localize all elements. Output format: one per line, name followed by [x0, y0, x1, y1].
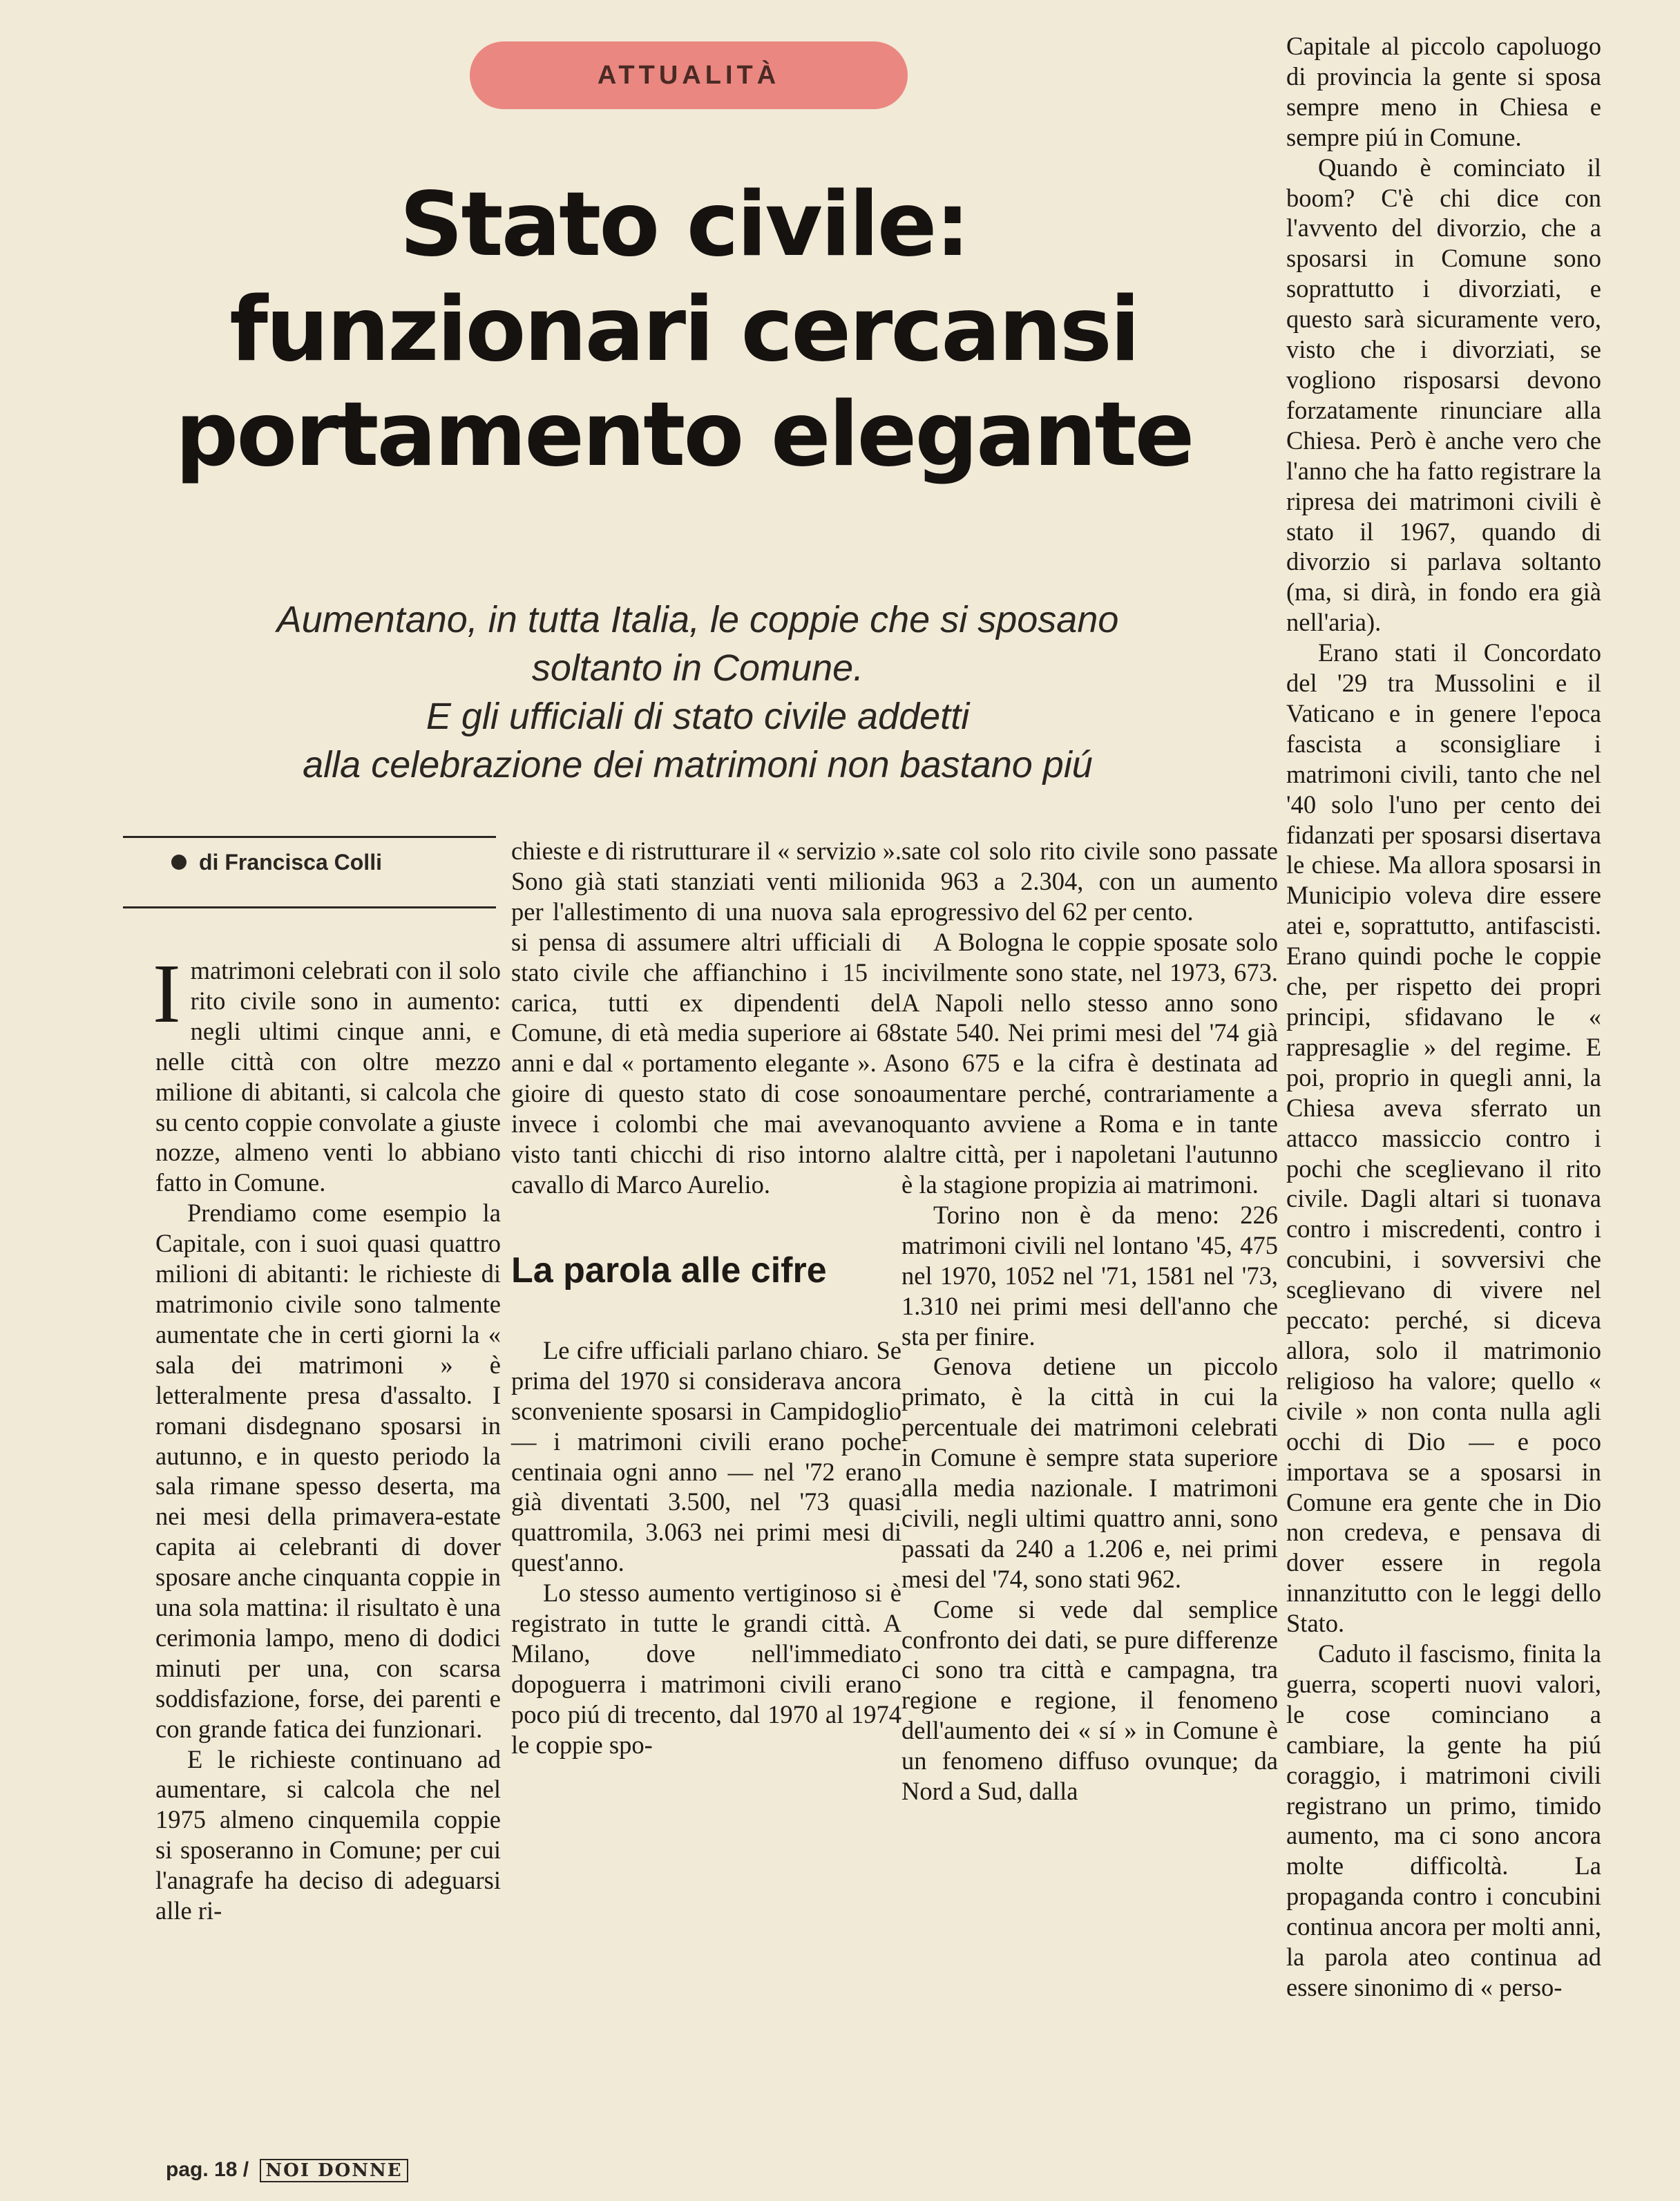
bullet-icon [171, 855, 187, 870]
page-number: pag. 18 [166, 2158, 238, 2181]
page-footer [166, 2158, 408, 2182]
magazine-logo: NOI DONNE [260, 2159, 408, 2182]
column-4 [1286, 31, 1601, 2003]
subtitle-line-1: Aumentano, in tutta Italia, le coppie che si sposano [276, 599, 1119, 640]
headline-line-1: Stato civile: [399, 173, 968, 276]
paragraph: E le richieste continuano ad aumentare, si calcola che nel 1975 almeno cinquemila coppie si sposeranno in Comune; per cui l'anagrafe ha deciso di adeguarsi alle ri- [155, 1744, 501, 1925]
column-3 [901, 836, 1278, 1807]
section-tag: ATTUALITÀ [470, 41, 908, 109]
subtitle [138, 595, 1257, 789]
paragraph: A Bologna le coppie sposate solo civilmente sono state, nel 1973, 673. A Napoli nello stesso anno sono state 540. Nei primi mesi del '74 già sono 675 e la cifra è destinata ad aumentare perché, contrariamente a quanto avviene a Roma e in tante altre città, per i napoletani l'autunno è la stagione propizia ai matrimoni. [901, 927, 1278, 1199]
paragraph: chieste e di ristrutturare il « servizio ». Sono già stati stanziati venti milioni per l'allestimento di una nuova sala e si pensa di assumere altri ufficiali di stato civile che affianchino i 15 in carica, tutti ex dipendenti del Comune, di età media superiore ai 68 anni e dal « portamento elegante ». A gioire di questo stato di cose sono invece i colombi che mai avevano visto tanti chicchi di riso intorno al cavallo di Marco Aurelio. [511, 837, 901, 1199]
paragraph: Quando è cominciato il boom? C'è chi dice con l'avvento del divorzio, che a sposarsi in Comune sono soprattutto i divorziati, e questo sarà sicuramente vero, visto che i divorziati, se vogliono risposarsi devono forzatamente rinunciare alla Chiesa. Però è anche vero che l'anno che ha fatto registrare la ripresa dei matrimoni civili è stato il 1967, quando di divorzio si parlava soltanto (ma, si dirà, in fondo era già nell'aria). [1286, 153, 1601, 637]
byline-rule-top [123, 836, 496, 838]
paragraph: Lo stesso aumento vertiginoso si è registrato in tutte le grandi città. A Milano, dove nell'immediato dopoguerra i matrimoni civili erano poco piú di trecento, dal 1970 al 1974 le coppie spo- [511, 1579, 901, 1759]
paragraph: Erano stati il Concordato del '29 tra Mussolini e il Vaticano e in genere l'epoca fascista a sconsigliare i matrimoni civili, tanto che nel '40 solo l'uno per cento dei fidanzati per sposarsi disertava le chiese. Ma allora sposarsi in Municipio voleva dire essere atei e, soprattutto, antifascisti. Erano quindi poche le coppie che, per rispetto dei propri principi, sfidavano le « rappresaglie » del regime. E poi, proprio in quegli anni, la Chiesa aveva sferrato un attacco massiccio contro i pochi che sceglievano il rito civile. Dagli altari si tuonava contro i miscredenti, contro i concubini, i sovversivi che sceglievano di vivere nel peccato: perché, si diceva allora, solo il matrimonio religioso ha valore; quello « civile » non conta nulla agli occhi di Dio — e poco importava se a sposarsi in Comune era gente che in Dio non credeva, e pensava di dover essere in regola innanzitutto con le leggi dello Stato. [1286, 638, 1601, 1638]
drop-cap: I [153, 947, 181, 1040]
paragraph: Torino non è da meno: 226 matrimoni civili nel lontano '45, 475 nel 1970, 1052 nel '71, 1581 nel '73, 1.310 nei primi mesi dell'anno che sta per finire. [901, 1200, 1278, 1351]
byline [171, 850, 382, 875]
column-1 [153, 947, 501, 1926]
author-name: di Francisca Colli [199, 850, 382, 875]
paragraph: Caduto il fascismo, finita la guerra, scoperti nuovi valori, le cose cominciano a cambiare, la gente ha piú coraggio, i matrimoni civili registrano un primo, timido aumento, ma ci sono ancora molte difficoltà. La propaganda contro i concubini continua ancora per molti anni, la parola ateo continua ad essere sinonimo di « perso- [1286, 1639, 1601, 2001]
paragraph-text: matrimoni celebrati con il solo rito civile sono in aumento: negli ultimi cinque anni, e nelle città con oltre mezzo milione di abitanti, si calcola che su cento coppie convolate a giuste nozze, almeno venti lo abbiano fatto in Comune. [155, 956, 501, 1197]
paragraph: Le cifre ufficiali parlano chiaro. Se prima del 1970 si considerava ancora sconveniente sposarsi in Campidoglio — i matrimoni civili erano poche centinaia ogni anno — nel '72 erano già diventati 3.500, nel '73 quasi quattromila, 3.063 nei primi mesi di quest'anno. [511, 1335, 901, 1577]
paragraph [153, 947, 501, 1198]
headline [124, 173, 1243, 488]
subtitle-line-2: soltanto in Comune. [531, 647, 864, 689]
headline-line-3: portamento elegante [175, 383, 1193, 486]
column-2 [511, 836, 901, 1760]
headline-line-2: funzionari cercansi [229, 278, 1138, 381]
subtitle-line-3: E gli ufficiali di stato civile addetti [426, 696, 970, 737]
footer-separator: / [242, 2158, 249, 2181]
byline-rule-bottom [123, 906, 496, 908]
subheading: La parola alle cifre [511, 1250, 827, 1290]
paragraph: Come si vede dal semplice confronto dei dati, se pure differenze ci sono tra città e campagna, tra regione e regione, il fenomeno dell'aumento dei « sí » in Comune è un fenomeno diffuso ovunque; da Nord a Sud, dalla [901, 1594, 1278, 1806]
paragraph: Prendiamo come esempio la Capitale, con i suoi quasi quattro milioni di abitanti: le richieste di matrimonio civile sono talmente aumentate che in certi giorni la « sala dei matrimoni » è letteralmente presa d'assalto. I romani disdegnano sposarsi in autunno, e in questo periodo la sala rimane spesso deserta, ma nei mesi della primavera-estate capita ai celebranti di dover sposare anche cinquanta coppie in una sola mattina: il risultato è una cerimonia lampo, meno di dodici minuti per una, con scarsa soddisfazione, forse, dei parenti e con grande fatica dei funzionari. [155, 1199, 501, 1743]
paragraph: Capitale al piccolo capoluogo di provincia la gente si sposa sempre meno in Chiesa e sempre piú in Comune. [1286, 32, 1601, 151]
subtitle-line-4: alla celebrazione dei matrimoni non bastano piú [303, 744, 1093, 785]
paragraph: sate col solo rito civile sono passate da 963 a 2.304, con un aumento progressivo del 62 per cento. [901, 837, 1278, 926]
paragraph: Genova detiene un piccolo primato, è la città in cui la percentuale dei matrimoni celebrati in Comune è sempre stata superiore alla media nazionale. I matrimoni civili, negli ultimi quattro anni, sono passati da 240 a 1.206 e, nei primi mesi del '74, sono stati 962. [901, 1352, 1278, 1593]
